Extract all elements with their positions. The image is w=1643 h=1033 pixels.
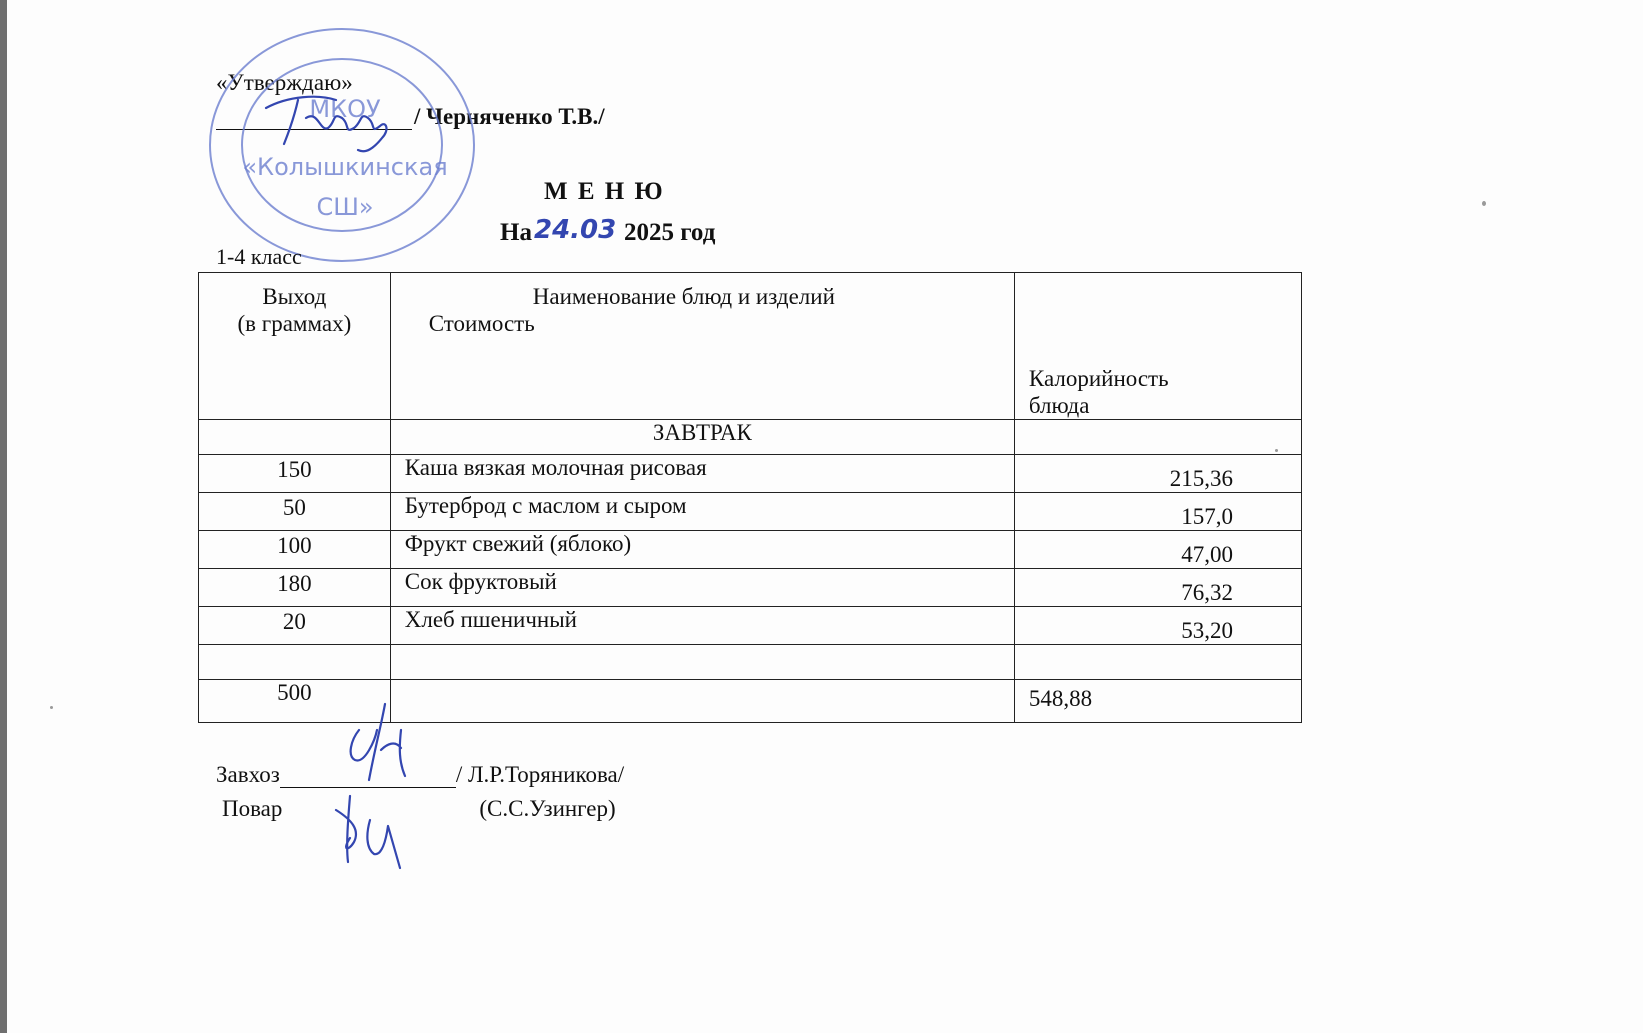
cell-grams: 150 xyxy=(199,455,391,493)
cell-dish: Хлеб пшеничный xyxy=(390,607,1014,645)
cell-kcal: 157,0 xyxy=(1014,493,1301,531)
stamp-line: «Колышкинская xyxy=(242,153,448,181)
section-title: ЗАВТРАК xyxy=(390,420,1014,455)
director-signature xyxy=(258,88,398,158)
handwritten-date xyxy=(532,212,624,247)
stamp-line: СШ» xyxy=(316,193,374,221)
cell-kcal: 215,36 xyxy=(1014,455,1301,493)
cook-label: Повар xyxy=(222,796,283,821)
scan-speck xyxy=(1482,201,1486,206)
grade-label: 1-4 класс xyxy=(216,244,302,269)
cell-kcal: 53,20 xyxy=(1014,607,1301,645)
table-row xyxy=(199,569,1302,607)
cell-kcal: 47,00 xyxy=(1014,531,1301,569)
approval-label: «Утверждаю» xyxy=(216,70,353,95)
menu-date xyxy=(500,212,715,247)
header-output-line2: (в граммах) xyxy=(237,311,352,336)
table-row xyxy=(199,531,1302,569)
header-calories-line2: блюда xyxy=(1028,393,1090,418)
cell-dish: Бутерброд с маслом и сыром xyxy=(390,493,1014,531)
handwritten-date-drawing xyxy=(532,212,624,246)
header-name-line2: Стоимость xyxy=(428,311,535,336)
cell-grams: 100 xyxy=(199,531,391,569)
approval-signer: / Черняченко Т.В./ xyxy=(414,104,605,129)
scan-edge xyxy=(0,0,7,1033)
header-output xyxy=(199,273,391,420)
handwritten-date-text: 24.03 xyxy=(533,215,617,245)
cell-grams: 20 xyxy=(199,607,391,645)
table-row xyxy=(199,607,1302,645)
date-suffix: 2025 год xyxy=(623,219,716,246)
total-grams: 500 xyxy=(199,680,391,723)
header-calories xyxy=(1014,273,1301,420)
cook-name: (С.С.Узингер) xyxy=(479,796,616,821)
table-header-row xyxy=(199,273,1302,420)
scan-speck xyxy=(50,706,53,709)
table-row xyxy=(199,493,1302,531)
header-name-line1: Наименование блюд и изделий xyxy=(532,284,835,309)
cook-signature xyxy=(330,790,420,870)
header-calories-line1: Калорийность xyxy=(1028,366,1169,391)
storekeeper-signature xyxy=(325,700,425,785)
cell-kcal: 76,32 xyxy=(1014,569,1301,607)
total-kcal: 548,88 xyxy=(1014,680,1301,723)
header-output-line1: Выход xyxy=(262,284,327,309)
header-name xyxy=(390,273,1014,420)
section-row xyxy=(199,420,1302,455)
storekeeper-label: Завхоз xyxy=(216,762,280,787)
page-title: М Е Н Ю xyxy=(544,178,665,205)
date-prefix: На xyxy=(500,219,532,246)
cell-dish: Фрукт свежий (яблоко) xyxy=(390,531,1014,569)
table-row xyxy=(199,455,1302,493)
cell-grams: 180 xyxy=(199,569,391,607)
empty-row xyxy=(199,645,1302,680)
cell-dish: Каша вязкая молочная рисовая xyxy=(390,455,1014,493)
cell-dish: Сок фруктовый xyxy=(390,569,1014,607)
stamp-line: МКОУ xyxy=(309,95,381,123)
storekeeper-name: / Л.Р.Торяникова/ xyxy=(455,762,625,787)
menu-table xyxy=(198,272,1302,723)
cell-grams: 50 xyxy=(199,493,391,531)
